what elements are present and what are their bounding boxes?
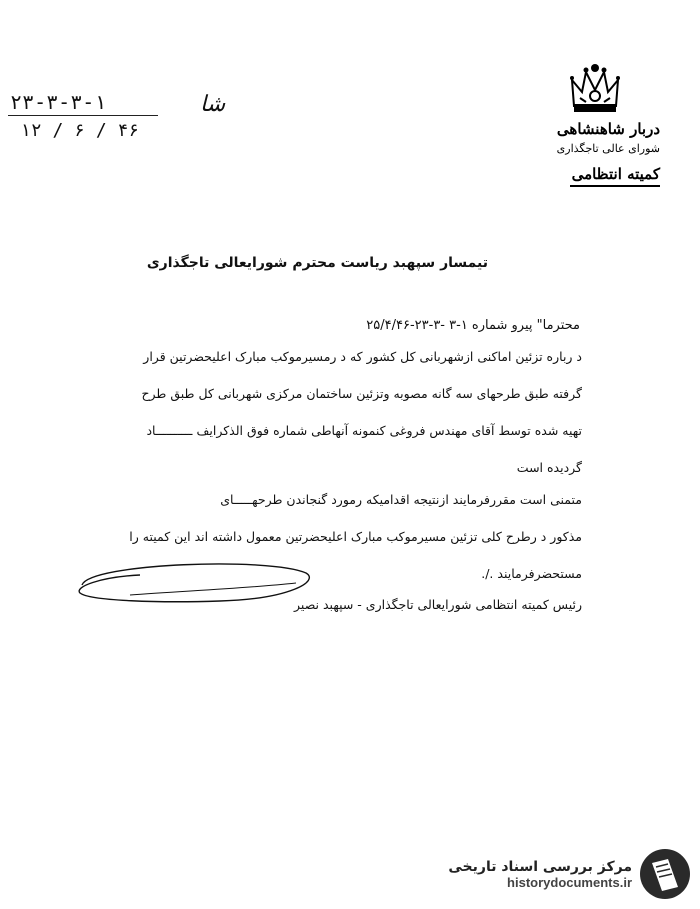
paragraph2-line: مستحضرفرمایند ./. [481, 566, 582, 581]
archive-logo-icon [638, 847, 692, 901]
archive-watermark [448, 847, 692, 901]
salutation: محترما" پیرو شماره ۱-۳ -۳-۲۳-۲۵/۴/۴۶ [366, 318, 580, 333]
paragraph2-line: مذکور د رطرح کلی تزئین مسیرموکب مبارک اعلیحضرتین معمول داشته اند این کمیته را [129, 529, 582, 544]
letterhead-underline [570, 185, 660, 187]
org-committee: کمیته انتظامی [571, 165, 660, 184]
watermark-title: مرکز بررسی اسناد تاریخی [448, 858, 632, 875]
handwritten-signature [70, 555, 320, 615]
addressee: تیمسار سپهبد ریاست محترم شورایعالی تاجگذاری [146, 255, 488, 271]
paragraph1-line: د رباره تزئین اماکنی ازشهربانی کل کشور که د رمسیرموکب مبارک اعلیحضرتین قرار [143, 349, 582, 364]
watermark-url: historydocuments.ir [507, 874, 632, 890]
paragraph1-line: تهیه شده توسط آقای مهندس فروغی کنمونه آنهاطی شماره فوق الذکرایف ــــــــــاد [146, 423, 582, 438]
signature-line: رئیس کمیته انتظامی شورایعالی تاجگذاری - سپهبد نصیر [294, 597, 582, 612]
reference-date: ۱۲ / ۶ / ۴۶ [20, 120, 140, 141]
org-council: شورای عالی تاجگذاری [556, 142, 660, 155]
org-name: دربار شاهنشاهی [556, 120, 660, 138]
paragraph1-line: گردیده است [516, 460, 582, 475]
crown-emblem-icon [566, 62, 624, 118]
paragraph1-line: گرفته طبق طرحهای سه گانه مصوبه وتزئین ساختمان مرکزی شهربانی کل طبق طرح [141, 386, 582, 401]
reference-number: ۲۳-۳-۳-۱ [10, 90, 107, 114]
paragraph2-line: متمنی است مقررفرمایند ازنتیجه اقدامیکه رمورد گنجاندن طرحهـــــای [220, 492, 582, 507]
reference-mark: شا [200, 92, 226, 117]
letterhead [530, 62, 660, 187]
watermark-text [448, 859, 632, 890]
reference-underline [8, 115, 158, 116]
